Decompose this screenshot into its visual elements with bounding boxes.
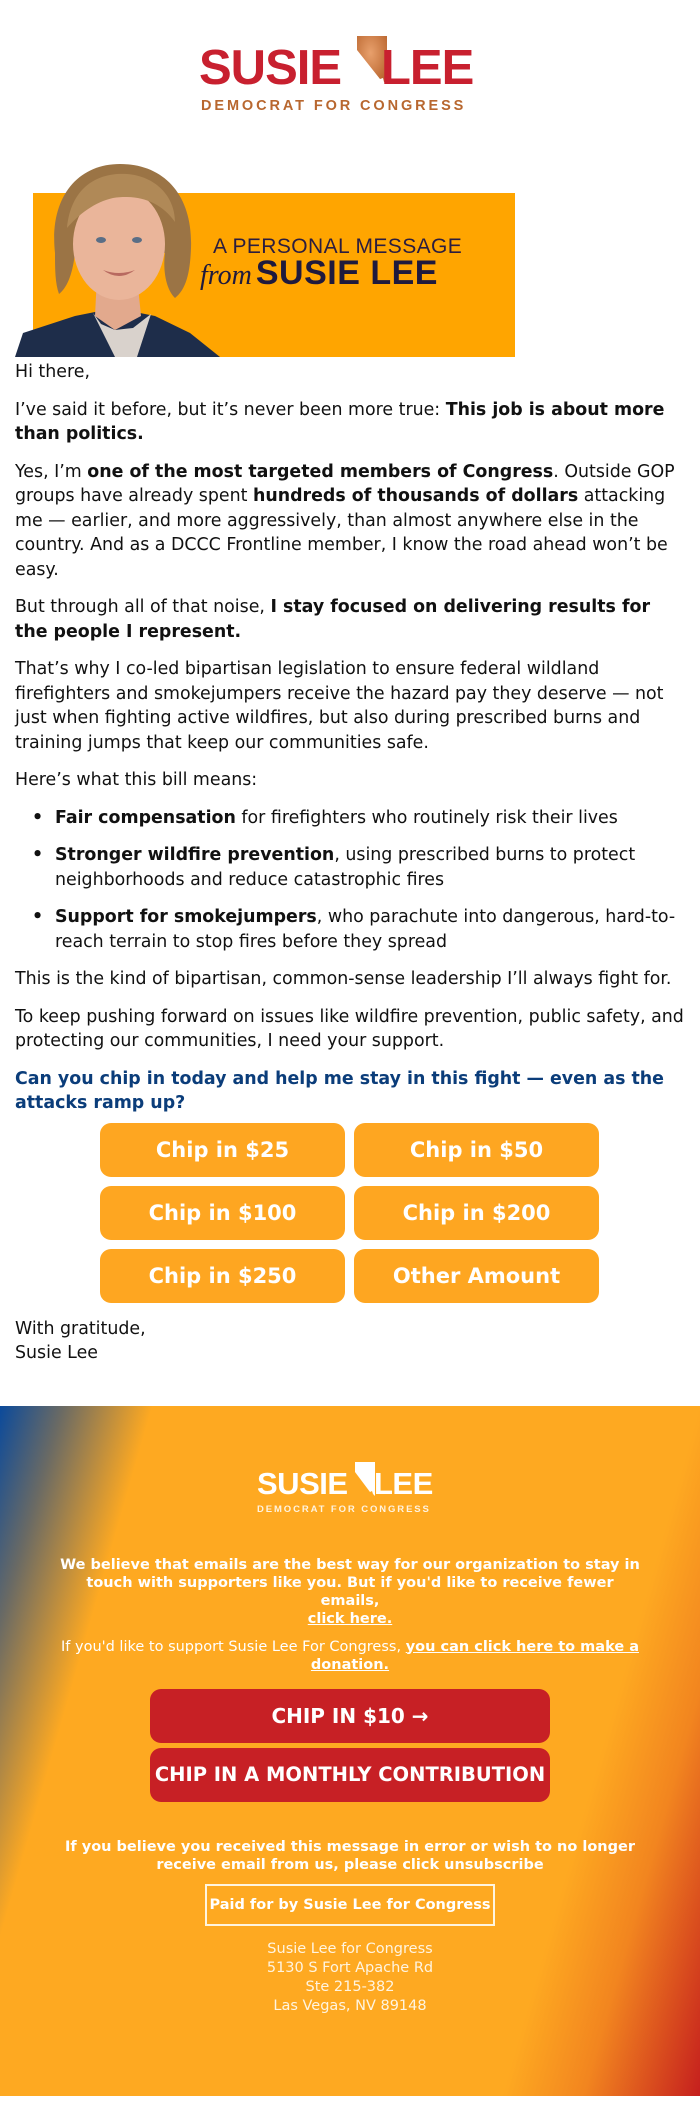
footer xyxy=(0,1406,700,2096)
bullet-text: , who parachute into dangerous, hard-to-reach terrain to stop fires before they spread xyxy=(55,907,676,952)
paragraph-2 xyxy=(15,460,685,583)
logo-first-name: SUSIE xyxy=(199,41,342,95)
address-line: Ste 215-382 xyxy=(305,1978,395,1995)
paragraph-1 xyxy=(15,398,685,447)
unsubscribe-notice[interactable]: If you believe you received this message in error or wish to no longer receive email from us, please click unsubscribe xyxy=(65,1838,635,1873)
list-item xyxy=(55,806,685,831)
footer-logo[interactable] xyxy=(257,1466,447,1522)
p3-bold: I stay focused on delivering results for the people I represent. xyxy=(15,597,651,642)
header xyxy=(0,0,700,150)
p1-text: I’ve said it before, but it’s never been more true: xyxy=(15,399,446,420)
paid-for-disclaimer: Paid for by Susie Lee for Congress xyxy=(205,1884,495,1926)
chip-in-10-button[interactable]: CHIP IN $10 → xyxy=(150,1689,550,1743)
p2-text-b: . Outside GOP groups have already spent xyxy=(15,461,675,506)
paragraph-3 xyxy=(15,595,685,644)
greeting: Hi there, xyxy=(15,362,90,382)
personal-message-banner xyxy=(0,150,700,360)
p1-bold: This job is about more than politics. xyxy=(15,399,665,444)
chip-in-100-button[interactable]: Chip in $100 xyxy=(100,1186,345,1240)
paragraph-6: This is the kind of bipartisan, common-sense leadership I’ll always fight for. xyxy=(15,969,672,989)
mailing-address xyxy=(150,1940,550,2016)
bullet-bold: Support for smokejumpers xyxy=(55,907,317,927)
banner-line-2 xyxy=(200,254,438,293)
chip-in-50-button[interactable]: Chip in $50 xyxy=(354,1123,599,1177)
bullet-bold: Stronger wildfire prevention xyxy=(55,845,335,865)
p3-text: But through all of that noise, xyxy=(15,597,271,617)
footer-logo-last-name: LEE xyxy=(374,1465,433,1501)
list-item xyxy=(55,843,685,892)
monthly-contribution-button[interactable]: CHIP IN A MONTHLY CONTRIBUTION xyxy=(150,1748,550,1802)
bullet-text: for firefighters who routinely risk their lives xyxy=(235,807,618,828)
nevada-state-icon xyxy=(355,1462,375,1496)
fewer-emails-notice xyxy=(60,1556,640,1628)
donation-button-grid xyxy=(100,1123,600,1303)
chip-in-200-button[interactable]: Chip in $200 xyxy=(354,1186,599,1240)
paragraph-5: Here’s what this bill means: xyxy=(15,770,258,790)
p2-bold-b: hundreds of thousands of dollars xyxy=(252,486,579,506)
signoff xyxy=(0,1303,700,1366)
footer-logo-first-name: SUSIE xyxy=(257,1465,348,1501)
email-body xyxy=(0,360,700,1116)
cta-question: Can you chip in today and help me stay in this fight — even as the attacks ramp up? xyxy=(15,1068,664,1113)
banner-name: SUSIE LEE xyxy=(255,254,438,292)
address-line: Susie Lee for Congress xyxy=(267,1940,433,1957)
bill-benefits-list xyxy=(15,806,685,955)
p2-text-a: Yes, I’m xyxy=(15,461,88,482)
support-notice xyxy=(60,1638,640,1674)
banner-from: from xyxy=(200,260,252,291)
campaign-logo[interactable] xyxy=(199,36,499,116)
support-text: If you'd like to support Susie Lee For Congress, xyxy=(61,1638,406,1655)
fewer-emails-text: We believe that emails are the best way for our organization to stay in touch with supporters like you. But if you'd like to receive fewer emails, xyxy=(60,1556,640,1609)
banner-line-1: A PERSONAL MESSAGE xyxy=(213,235,463,258)
fewer-emails-link[interactable]: click here. xyxy=(307,1610,393,1627)
other-amount-button[interactable]: Other Amount xyxy=(354,1249,599,1303)
bullet-bold: Fair compensation xyxy=(55,807,236,828)
signoff-line: With gratitude, xyxy=(15,1318,146,1339)
logo-tagline: DEMOCRAT FOR CONGRESS xyxy=(201,98,467,114)
p2-text-c: attacking me — earlier, and more aggressively, than almost anywhere else in the country. And as a DCCC Frontline member, I know the road ahead won’t be easy. xyxy=(15,486,668,580)
p2-bold-a: one of the most targeted members of Congress xyxy=(87,461,554,482)
address-line: 5130 S Fort Apache Rd xyxy=(266,1959,434,1976)
bullet-text: , using prescribed burns to protect neighborhoods and reduce catastrophic fires xyxy=(55,845,636,890)
list-item xyxy=(55,905,685,954)
paragraph-7: To keep pushing forward on issues like wildfire prevention, public safety, and protecting our communities, I need your support. xyxy=(15,1006,684,1051)
chip-in-250-button[interactable]: Chip in $250 xyxy=(100,1249,345,1303)
donation-link[interactable]: you can click here to make a donation. xyxy=(310,1638,639,1673)
address-line: Las Vegas, NV 89148 xyxy=(273,1997,427,2014)
paragraph-4: That’s why I co-led bipartisan legislation to ensure federal wildland firefighters and smokejumpers receive the hazard pay they deserve — not just when fighting active wildfires, but also during prescribed burns and training jumps that keep our communities safe. xyxy=(15,659,664,753)
footer-logo-tagline: DEMOCRAT FOR CONGRESS xyxy=(257,1503,431,1515)
logo-last-name: LEE xyxy=(381,41,474,95)
chip-in-25-button[interactable]: Chip in $25 xyxy=(100,1123,345,1177)
signoff-name: Susie Lee xyxy=(15,1343,98,1363)
